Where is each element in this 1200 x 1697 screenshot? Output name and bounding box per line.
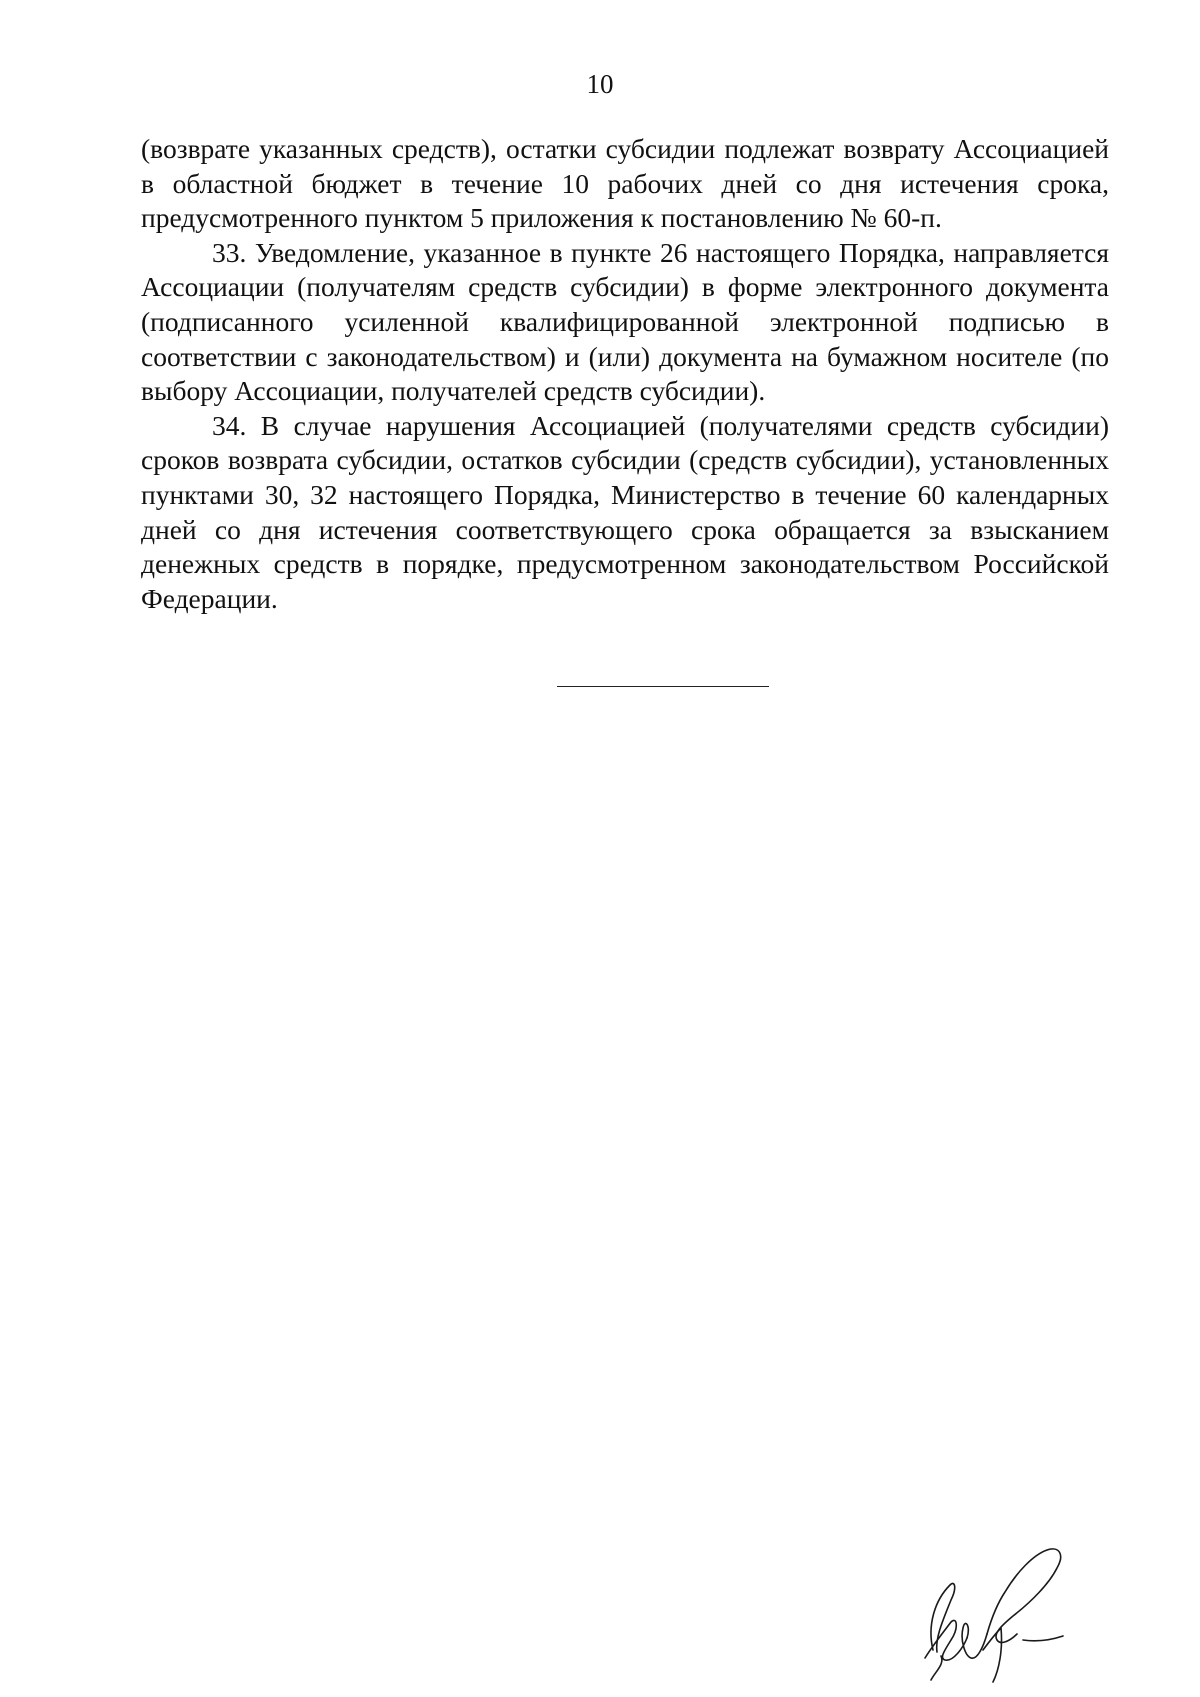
handwritten-signature — [905, 1530, 1105, 1685]
paragraph-33: 33. Уведомление, указанное в пункте 26 настоящего Порядка, направляется Ассоциации (получателям средств субсидии) в форме электронного документа (подписанного усиленной квалифицированной электронной подписью в соответствии с законодательством) и (или) документа на бумажном носителе (по выбору Ассоциации, получателей средств субсидии). — [141, 236, 1109, 407]
end-of-text-rule — [557, 686, 769, 687]
paragraph-continuation: (возврате указанных средств), остатки субсидии подлежат возврату Ассоциацией в областной бюджет в течение 10 рабочих дней со дня истечения срока, предусмотренного пунктом 5 приложения к постановлению № 60-п. — [141, 133, 1109, 234]
paragraph-34: 34. В случае нарушения Ассоциацией (получателями средств субсидии) сроков возврата субсидии, остатков субсидии (средств субсидии), установленных пунктами 30, 32 настоящего Порядка, Министерство в течение 60 календарных дней со дня истечения соответствующего срока обращается за взысканием денежных средств в порядке, предусмотренном законодательством Российской Федерации. — [141, 409, 1109, 614]
document-body — [141, 132, 1109, 616]
page-number: 10 — [586, 69, 614, 99]
